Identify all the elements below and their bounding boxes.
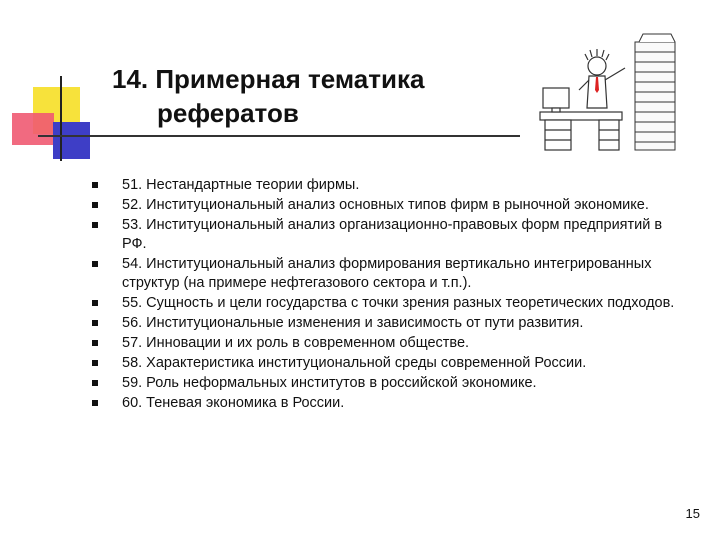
list-item: 56. Институциональные изменения и зависимость от пути развития. [92,314,682,333]
decor-horizontal-line [38,135,520,137]
title-line-2: рефератов [157,98,299,128]
office-worker-illustration-icon [535,30,685,155]
list-item: 52. Институциональный анализ основных типов фирм в рыночной экономике. [92,196,682,215]
title-line-1: 14. Примерная тематика [112,64,425,94]
bullet-icon [92,360,98,366]
page-number: 15 [685,506,700,521]
list-item: 60. Теневая экономика в России. [92,394,682,413]
topic-list [92,176,682,414]
decor-red-square [12,113,54,145]
bullet-icon [92,182,98,188]
bullet-icon [92,320,98,326]
bullet-icon [92,380,98,386]
list-item: 51. Нестандартные теории фирмы. [92,176,682,195]
list-item: 54. Институциональный анализ формирования вертикально интегрированных структур (на примере нефтегазового сектора и т.п.). [92,255,682,293]
bullet-icon [92,222,98,228]
bullet-icon [92,340,98,346]
bullet-icon [92,261,98,267]
bullet-icon [92,202,98,208]
bullet-icon [92,300,98,306]
list-item: 55. Сущность и цели государства с точки зрения разных теоретических подходов. [92,294,682,313]
decor-vertical-line [60,76,62,161]
list-item: 57. Инновации и их роль в современном обществе. [92,334,682,353]
list-item: 53. Институциональный анализ организационно-правовых форм предприятий в РФ. [92,216,682,254]
slide-title [112,62,512,130]
list-item: 58. Характеристика институциональной среды современной России. [92,354,682,373]
list-item: 59. Роль неформальных институтов в российской экономике. [92,374,682,393]
decor-blue-square [53,122,90,159]
bullet-icon [92,400,98,406]
